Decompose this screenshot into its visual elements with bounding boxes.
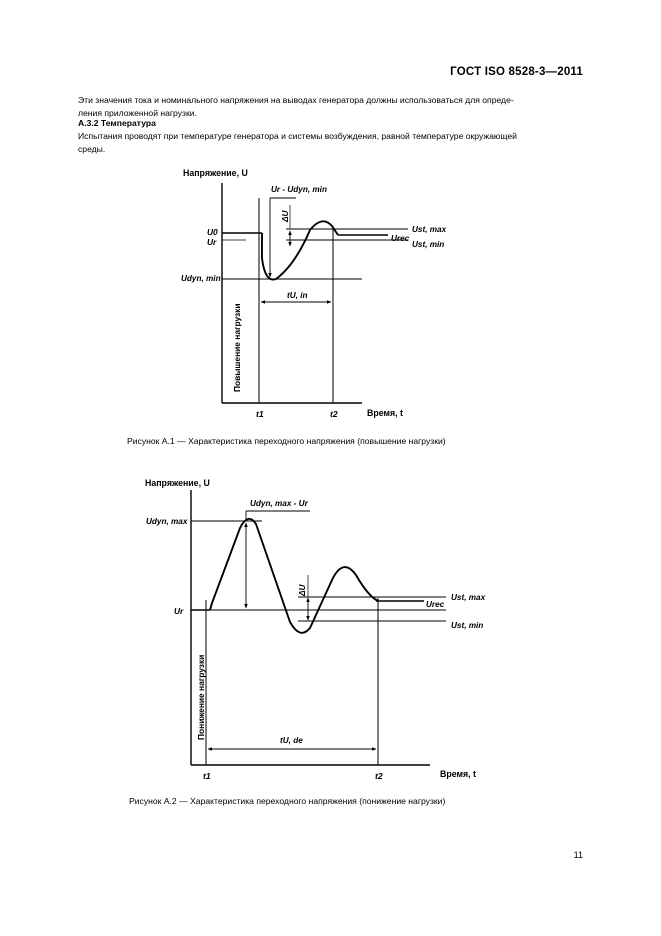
figure-2 <box>145 478 486 781</box>
fig2-label-ustmin: Ust, min <box>451 621 484 630</box>
fig2-xlabel: Время, t <box>440 769 476 779</box>
fig1-label-ustmin: Ust, min <box>412 240 445 249</box>
figure-2-caption: Рисунок А.2 — Характеристика переходного напряжения (понижение нагрузки) <box>129 796 446 806</box>
fig2-vertical-label: Понижение нагрузки <box>196 654 206 740</box>
fig1-label-ur-udyn: Ur - Udyn, min <box>271 185 327 194</box>
fig1-label-urec: Urec <box>391 234 410 243</box>
paragraph-line: ления приложенной нагрузки. <box>78 107 197 118</box>
fig2-label-ustmax: Ust, max <box>451 593 486 602</box>
figure-1 <box>181 168 447 419</box>
fig2-label-t2: t2 <box>375 771 383 781</box>
fig1-label-t2: t2 <box>330 409 338 419</box>
fig1-label-udynmin: Udyn, min <box>181 274 221 283</box>
fig2-label-tude: tU, de <box>280 736 303 745</box>
fig2-label-urec: Urec <box>426 600 445 609</box>
fig1-voltage-curve <box>262 221 338 279</box>
fig1-label-u0: U0 <box>207 227 218 237</box>
fig1-label-ur: Ur <box>207 237 217 247</box>
document-header: ГОСТ ISO 8528-3—2011 <box>450 66 583 78</box>
fig2-voltage-curve <box>210 519 378 633</box>
section-title: A.3.2 Температура <box>78 118 156 128</box>
fig1-label-ustmax: Ust, max <box>412 225 447 234</box>
page-number: 11 <box>573 850 583 860</box>
figure-1-caption: Рисунок А.1 — Характеристика переходного напряжения (повышение нагрузки) <box>127 436 446 446</box>
fig2-label-udynmax: Udyn, max <box>146 517 188 526</box>
fig1-label-tuin: tU, in <box>287 291 308 300</box>
fig2-label-ur: Ur <box>174 606 184 616</box>
fig2-ylabel: Напряжение, U <box>145 478 210 488</box>
fig2-label-udyn-ur: Udyn, max - Ur <box>250 499 308 508</box>
fig1-label-t1: t1 <box>256 409 264 419</box>
fig2-label-delta-u: ΔU <box>298 584 307 596</box>
fig1-xlabel: Время, t <box>367 408 403 418</box>
fig1-vertical-label: Повышение нагрузки <box>232 303 242 392</box>
fig1-ylabel: Напряжение, U <box>183 168 248 178</box>
paragraph-line: среды. <box>78 143 106 154</box>
fig2-label-t1: t1 <box>203 771 211 781</box>
paragraph-line: Эти значения тока и номинального напряжения на выводах генератора должны использоваться для опреде- <box>78 95 514 105</box>
paragraph-line: Испытания проводят при температуре генератора и системы возбуждения, равной температуре окружающей <box>78 131 517 141</box>
fig1-label-delta-u: ΔU <box>281 210 290 222</box>
